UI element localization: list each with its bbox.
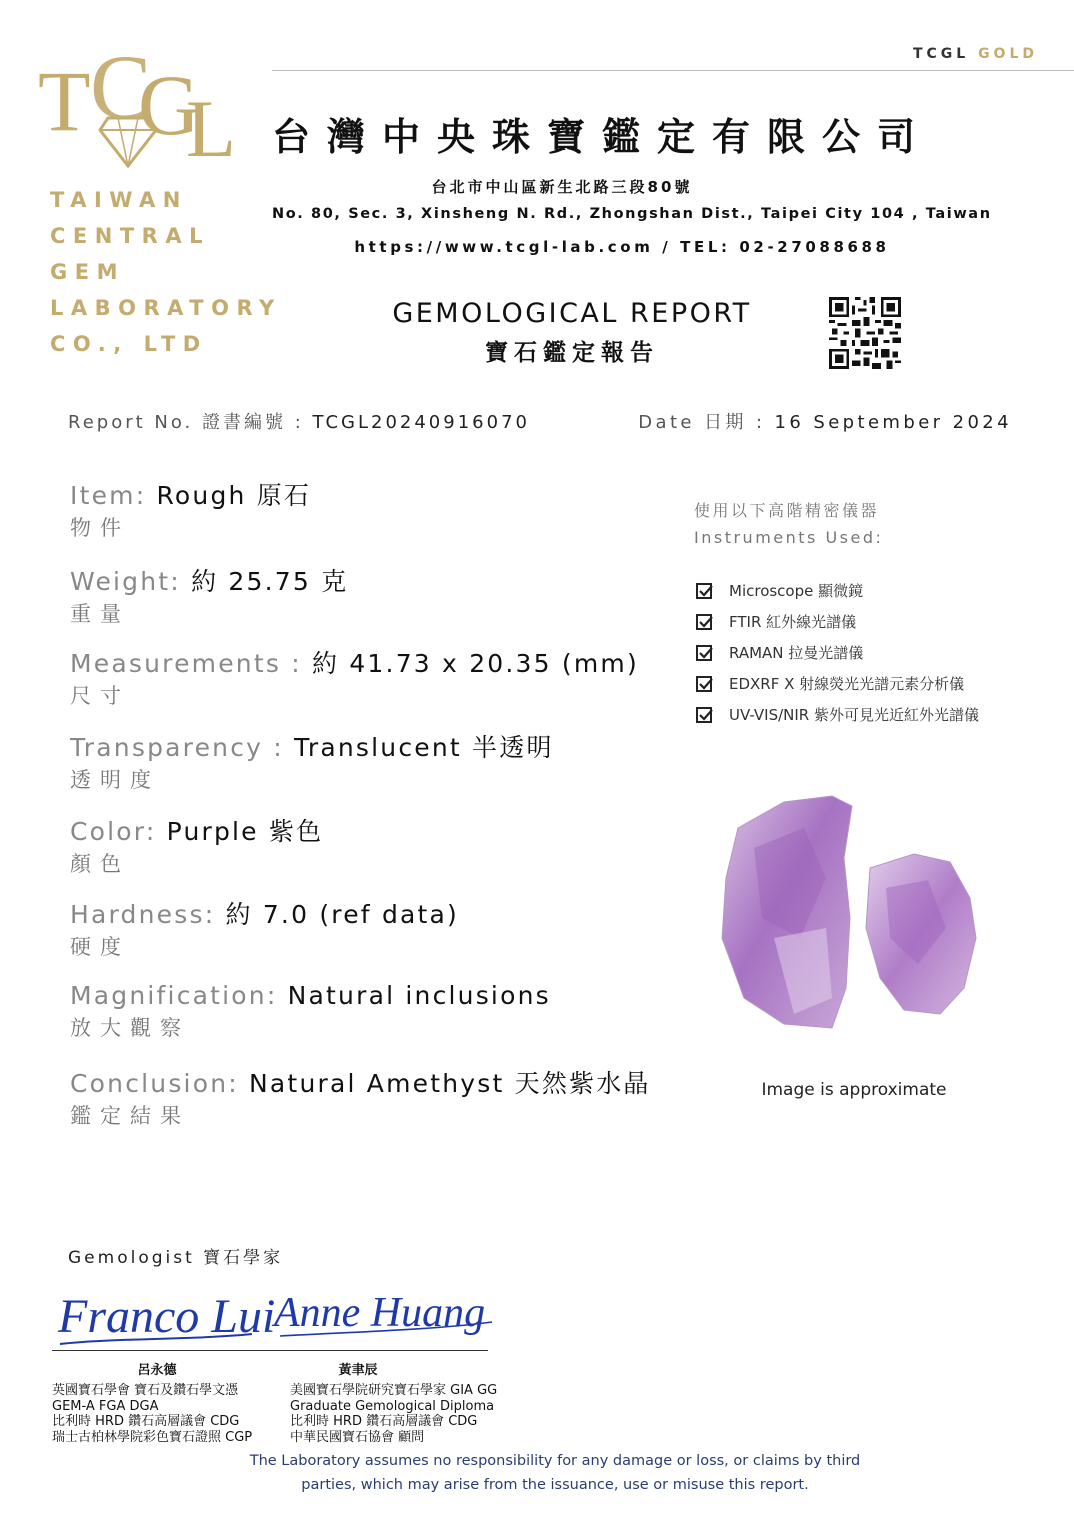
instrument-item: [696, 699, 979, 730]
signature-line: [52, 1350, 488, 1351]
field-transparency: [70, 732, 554, 796]
field-measurements: [70, 648, 639, 712]
field-color: [70, 816, 323, 880]
checkbox-checked-icon: [696, 645, 712, 661]
instrument-item: [696, 606, 979, 637]
disclaimer: The Laboratory assumes no responsibility for any damage or loss, or claims by third parties, which may arise from the issuance, use or misuse this report.: [249, 1453, 861, 1493]
credential-line: GEM-A FGA DGA: [52, 1398, 159, 1414]
logo-line: CENTRAL: [50, 224, 210, 248]
gemologist-name-2: 黃聿辰: [338, 1363, 378, 1378]
signature-anne-huang: Anne Huang: [274, 1290, 486, 1336]
gemologist-credentials-1: [52, 1383, 252, 1445]
field-label: Weight:: [70, 567, 192, 596]
svg-text:T: T: [38, 53, 91, 149]
address-en: No. 80, Sec. 3, Xinsheng N. Rd., Zhongshan Dist., Taipei City 104 , Taiwan: [272, 206, 992, 222]
field-weight: [70, 566, 348, 630]
checkbox-checked-icon: [696, 614, 712, 630]
tag-part1: TCGL: [912, 46, 970, 62]
instruments-heading-en: Instruments Used:: [694, 528, 884, 547]
field-label: Magnification:: [70, 981, 288, 1010]
checkbox-checked-icon: [696, 676, 712, 692]
logo-line: LABORATORY: [50, 296, 282, 320]
instruments-list: [696, 575, 979, 730]
report-date: [638, 408, 1012, 434]
instrument-item: [696, 668, 979, 699]
field-label: Item:: [70, 481, 157, 510]
report-title-en: GEMOLOGICAL REPORT: [392, 298, 752, 329]
credential-line: 比利時 HRD 鑽石高層議會 CDG: [290, 1414, 478, 1429]
instrument-label: RAMAN 拉曼光譜儀: [729, 644, 864, 662]
logo-line: TAIWAN: [50, 188, 188, 212]
website-tel[interactable]: https://www.tcgl-lab.com / TEL: 02-27088688: [354, 238, 890, 256]
checkbox-checked-icon: [696, 707, 712, 723]
credential-line: 美國寶石學院研究寶石學家 GIA GG: [290, 1383, 498, 1398]
amethyst-image: [714, 788, 984, 1038]
instrument-item: [696, 637, 979, 668]
svg-text:C: C: [90, 38, 152, 138]
field-magnification: [70, 980, 551, 1044]
field-label-zh: 顏色: [70, 852, 130, 876]
gemologist-heading: Gemologist 寶石學家: [68, 1248, 284, 1268]
field-label: Transparency :: [70, 733, 295, 762]
signatures: [52, 1274, 502, 1354]
credential-line: 瑞士古柏林學院彩色寶石證照 CGP: [52, 1429, 253, 1445]
credential-line: 中華民國寶石協會 顧問: [290, 1429, 425, 1445]
report-number-label: Report No. 證書編號 :: [68, 412, 313, 433]
field-label-zh: 硬度: [70, 935, 130, 959]
report-number-value: TCGL20240916070: [312, 412, 530, 433]
field-label-zh: 尺寸: [70, 684, 130, 708]
signature-franco-lui: Franco Lui: [58, 1290, 276, 1343]
tcgl-gold-tag: [913, 46, 1038, 62]
field-value: 約 25.75 克: [191, 567, 349, 596]
instruments-heading: [694, 497, 883, 551]
svg-text:G: G: [138, 57, 201, 153]
logo-line: GEM: [50, 260, 125, 284]
field-value: Rough 原石: [156, 481, 312, 510]
credential-line: Graduate Gemological Diploma: [290, 1398, 495, 1414]
field-label: Measurements :: [70, 649, 312, 678]
image-note: Image is approximate: [761, 1080, 947, 1100]
address-zh: 台北市中山區新生北路三段80號: [431, 178, 693, 196]
field-label-zh: 重量: [70, 602, 130, 626]
logo-line: CO., LTD: [50, 332, 208, 356]
credential-line: 英國寶石學會 寶石及鑽石學文憑: [52, 1383, 239, 1398]
field-label: Hardness:: [70, 900, 226, 929]
field-label: Conclusion:: [70, 1069, 250, 1098]
tcgl-logo: [38, 38, 238, 168]
report-number: [68, 408, 530, 434]
field-item: [70, 480, 311, 544]
field-value: 約 7.0 (ref data): [225, 900, 460, 929]
field-value: 約 41.73 x 20.35 (mm): [311, 649, 639, 678]
gemologist-credentials-2: [290, 1383, 497, 1445]
instruments-heading-zh: 使用以下高階精密儀器: [694, 501, 880, 520]
field-value: Translucent 半透明: [294, 733, 554, 762]
instrument-label: Microscope 顯微鏡: [729, 582, 864, 600]
field-label: Color:: [70, 817, 167, 846]
field-label-zh: 鑑定結果: [70, 1104, 190, 1128]
field-value: Natural inclusions: [287, 981, 551, 1010]
instrument-label: FTIR 紅外線光譜儀: [729, 613, 857, 631]
company-name: 台灣中央珠寶鑑定有限公司: [272, 115, 933, 159]
gemologist-name-1: 呂永德: [137, 1363, 177, 1378]
header-rule: [272, 70, 1074, 71]
instrument-label: UV-VIS/NIR 紫外可見光近紅外光譜儀: [729, 706, 979, 724]
svg-text:L: L: [186, 83, 237, 168]
logo-wordmark: [50, 182, 282, 362]
field-label-zh: 物件: [70, 516, 130, 540]
report-date-label: Date 日期 :: [638, 412, 775, 433]
tag-part2: GOLD: [978, 46, 1038, 62]
field-hardness: [70, 899, 459, 963]
field-value: Purple 紫色: [166, 817, 324, 846]
field-label-zh: 透明度: [70, 768, 160, 792]
credential-line: 比利時 HRD 鑽石高層議會 CDG: [52, 1414, 240, 1429]
checkbox-checked-icon: [696, 583, 712, 599]
qr-code[interactable]: [829, 297, 901, 369]
instrument-label: EDXRF X 射線熒光光譜元素分析儀: [729, 675, 965, 693]
report-date-value: 16 September 2024: [774, 412, 1012, 433]
field-conclusion: [70, 1068, 651, 1132]
field-value: Natural Amethyst 天然紫水晶: [249, 1069, 651, 1098]
instrument-item: [696, 575, 979, 606]
report-title-zh: 寶石鑑定報告: [485, 340, 659, 366]
field-label-zh: 放大觀察: [70, 1016, 190, 1040]
